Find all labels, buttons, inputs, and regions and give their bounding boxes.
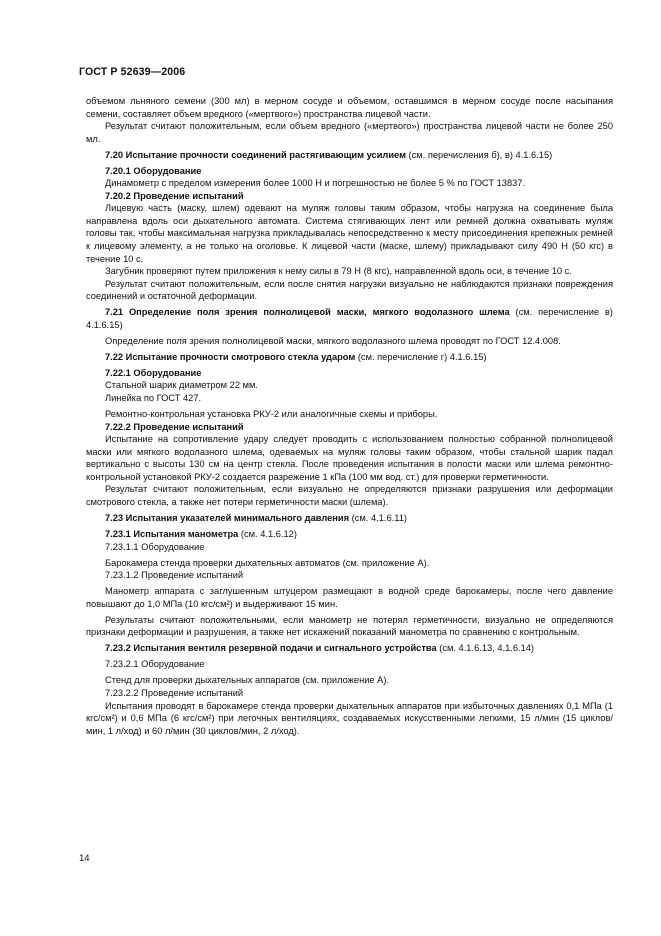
paragraph: Лицевую часть (маску, шлем) одевают на муляж головы таким образом, чтобы нагрузка на соединение была направлена вдоль оси дыхательного автомата. Система стягивающих лент или ремней должна охватывать муляж головы так, чтобы максимальная нагрузка прикладывалась непосредственно к месту присоединения крепежных ремней к лицевому элементу, а не только на оголовье. К лицевой части (маске, шлему) прикладывают силу 490 Н (50 кгс) в течение 10 с. [86, 203, 613, 264]
paragraph: Стальной шарик диаметром 22 мм. [105, 380, 258, 391]
subsection-7-20-2: 7.20.2 Проведение испытаний [105, 190, 244, 201]
subsection-7-23-2 [86, 642, 613, 655]
paragraph: Испытание на сопротивление удару следует проводить с использованием полностью собранной полнолицевой маски или мягкого водолазного шлема, одеваемых на муляж головы таким образом, чтобы стальной шарик падал вертикально с высоты 130 см на центр стекла. После проведения испытания в полости маски или шлема ремонтно-контрольной установкой РКУ-2 создается разрежение 1 кПа (100 мм вод. ст.) для проверки герметичности. [86, 434, 613, 482]
subsection-7-23-1-1: 7.23.1.1 Оборудование [105, 541, 205, 552]
section-7-20 [86, 149, 613, 162]
section-title: 7.23.2 Испытания вентиля резервной подачи и сигнального устройства [105, 643, 437, 654]
page-number: 14 [79, 853, 90, 864]
section-reference: (см. перечисления б), в) 4.1.6.15) [405, 149, 553, 160]
section-reference: (см. 4.1.6.12) [238, 529, 297, 539]
paragraph: Стенд для проверки дыхательных аппаратов (см. приложение А). [105, 675, 390, 686]
paragraph: Барокамера стенда проверки дыхательных автоматов (см. приложение А). [105, 557, 430, 568]
document-header: ГОСТ Р 52639—2006 [79, 66, 186, 78]
paragraph: Динамометр с пределом измерения более 1000 Н и погрешностью не более 5 % по ГОСТ 13837. [105, 178, 526, 189]
subsection-7-23-2-2: 7.23.2.2 Проведение испытаний [105, 688, 244, 699]
subsection-7-23-1-2: 7.23.1.2 Проведение испытаний [105, 570, 244, 581]
paragraph: Загубник проверяют путем приложения к нему силы в 79 Н (8 кгс), направленной вдоль оси, в течение 10 с. [105, 266, 572, 277]
paragraph: Результат считают положительным, если после снятия нагрузки визуально не наблюдаются признаки повреждения соединений и остаточной деформации. [86, 278, 613, 302]
subsection-7-22-2: 7.22.2 Проведение испытаний [105, 421, 244, 432]
subsection-7-20-1: 7.20.1 Оборудование [105, 165, 202, 176]
paragraph: Определение поля зрения полнолицевой маски, мягкого водолазного шлема проводят по ГОСТ 12.4.008. [105, 335, 561, 346]
section-reference: (см. перечисление г) 4.1.6.15) [355, 351, 487, 362]
paragraph: Результат считают положительным, если визуально не определяются признаки разрушения или деформации смотрового стекла, а также нет потери герметичности маски (шлема). [86, 484, 613, 507]
section-7-22 [86, 351, 613, 364]
section-reference: (см. 4.1.6.11) [349, 512, 407, 523]
paragraph: Манометр аппарата с заглушенным штуцером размещают в водной среде барокамеры, после чего давление повышают до 1,0 МПа (10 кгс/см²) и выдерживают 15 мин. [86, 586, 613, 609]
section-title: 7.20 Испытание прочности соединений растягивающим усилием [105, 149, 406, 160]
section-title: 7.23 Испытания указателей минимального давления [105, 512, 350, 523]
paragraph: Испытания проводят в барокамере стенда проверки дыхательных аппаратов при избыточных давлениях 0,1 МПа (1 кгс/см²) и 0,6 МПа (6 кгс/см²) при легочных вентиляциях, создаваемых искусственными легкими, 15 л/мин (15 циклов/мин, 1 л/ход) и 60 л/мин (30 циклов/мин, 2 л/ход). [86, 700, 613, 736]
section-reference: (см. перечисление в) 4.1.6.15) [86, 307, 613, 330]
section-7-23 [86, 512, 613, 525]
subsection-7-23-1 [86, 528, 613, 541]
section-title: 7.23.1 Испытания манометра [105, 529, 239, 539]
paragraph: Линейка по ГОСТ 427. [105, 393, 202, 404]
section-reference: (см. 4.1.6.13, 4.1.6.14) [436, 643, 535, 654]
section-title: 7.21 Определение поля зрения полнолицевой маски, мягкого водолазного шлема [105, 307, 510, 318]
section-title: 7.22 Испытание прочности смотрового стекла ударом [105, 351, 356, 362]
document-body [86, 95, 613, 737]
paragraph: Ремонтно-контрольная установка РКУ-2 или аналогичные схемы и приборы. [105, 409, 438, 420]
paragraph: Результат считают положительным, если объем вредного («мертвого») пространства лицевой части не более 250 мл. [86, 121, 613, 144]
subsection-7-22-1: 7.22.1 Оборудование [105, 367, 202, 378]
section-7-21 [86, 306, 613, 331]
subsection-7-23-2-1: 7.23.2.1 Оборудование [105, 659, 205, 670]
paragraph: объемом льняного семени (300 мл) в мерном сосуде и объемом, оставшимся в мерном сосуде после насыпания семени, составляет объем вредного («мертвого») пространства лицевой части. [86, 96, 613, 119]
paragraph: Результаты считают положительными, если манометр не потерял герметичности, визуально не определяются признаки деформации и разрушения, а также нет искажений показаний манометра по сравнению с контрольным. [86, 614, 613, 638]
